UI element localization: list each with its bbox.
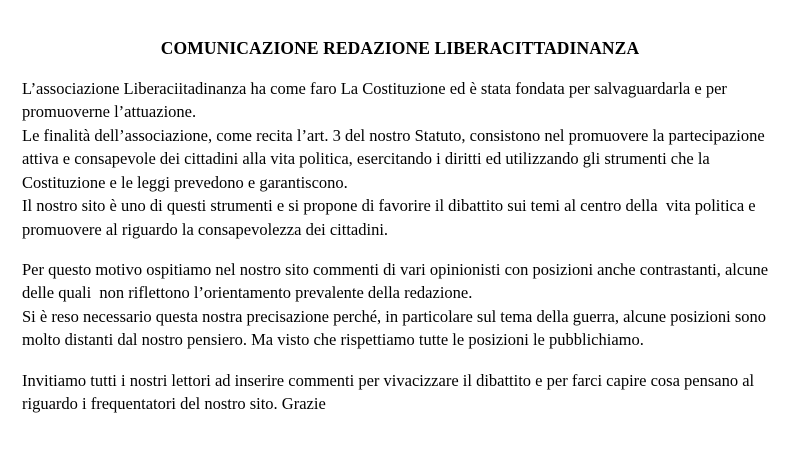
paragraph-5: Si è reso necessario questa nostra precisazione perché, in particolare sul tema della guerra, alcune posizioni sono molto distanti dal nostro pensiero. Ma visto che rispettiamo tutte le posizioni le pubblichiamo. [22, 306, 775, 350]
paragraph-spacer-1 [22, 241, 778, 258]
paragraph-spacer-2 [22, 352, 778, 369]
paragraph-1: L’associazione Liberaciitadinanza ha come faro La Costituzione ed è stata fondata per salvaguardarla e per promuoverne l’attuazione. [22, 79, 732, 122]
document-body [18, 77, 782, 415]
paragraph-6: Invitiamo tutti i nostri lettori ad inserire commenti per vivacizzare il dibattito e per farci capire cosa pensano al riguardo i frequentatori del nostro sito. Grazie [22, 370, 759, 414]
paragraph-3: Il nostro sito è uno di questi strumenti e si propone di favorire il dibattito sui temi al centro della vita politica e promuovere al riguardo la consapevolezza dei cittadini. [22, 196, 760, 239]
paragraph-4: Per questo motivo ospitiamo nel nostro sito commenti di vari opinionisti con posizioni anche contrastanti, alcune delle quali non riflettono l’orientamento prevalente della redazione. [22, 259, 773, 303]
paragraph-2: Le finalità dell’associazione, come recita l’art. 3 del nostro Statuto, consistono nel promuovere la partecipazione attiva e consapevole dei cittadini alla vita politica, esercitando i diritti ed utilizzando gli strumenti che la Costituzione e le leggi prevedono e garantiscono. [22, 125, 769, 192]
page-title: COMUNICAZIONE REDAZIONE LIBERACITTADINANZA [160, 38, 640, 58]
